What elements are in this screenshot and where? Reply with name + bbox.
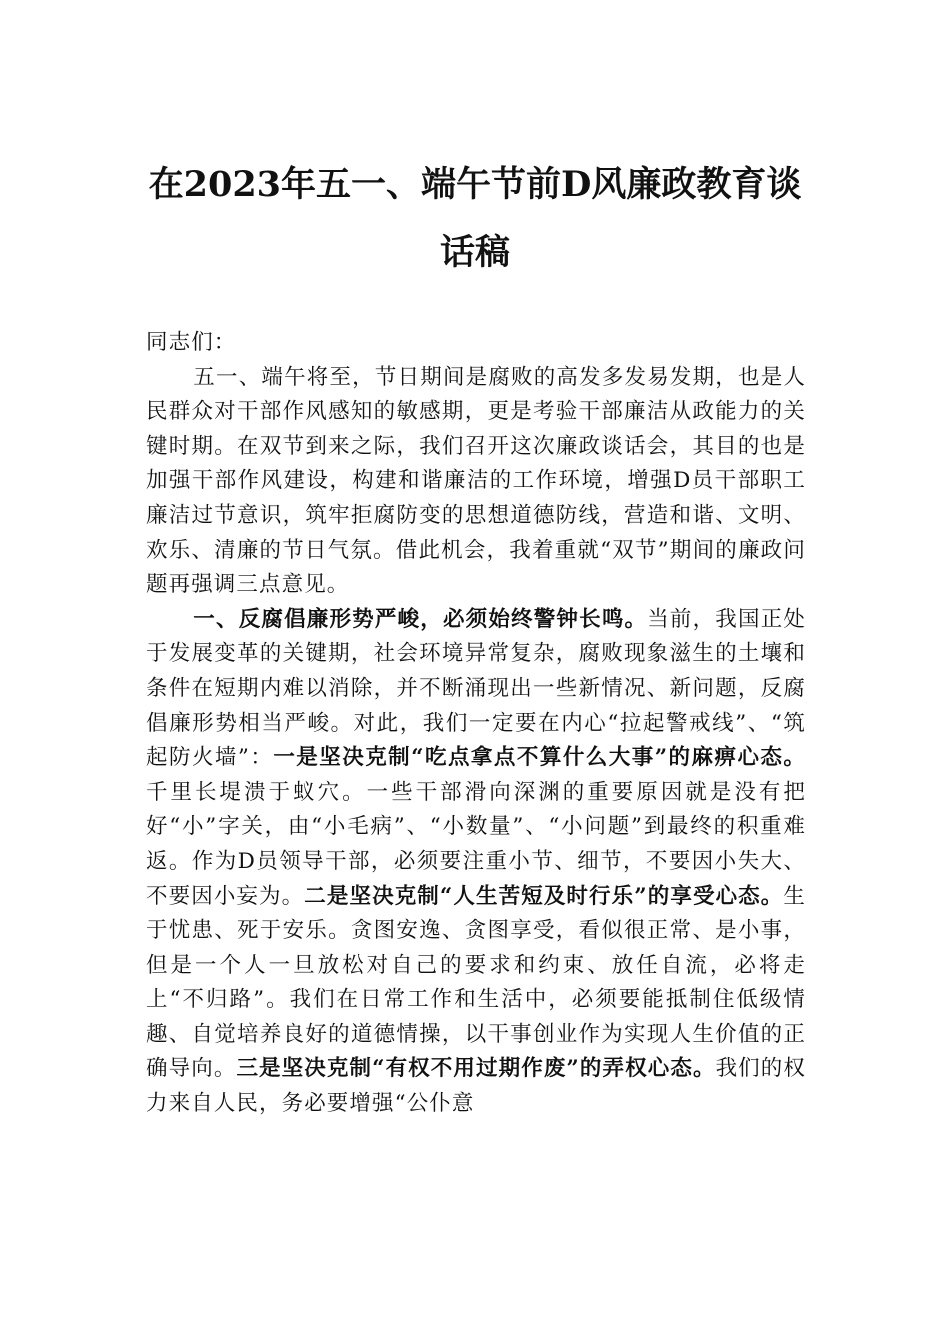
document-title-line1: 在2023年五一、端午节前D风廉政教育谈 [148,164,802,205]
paragraph-intro: 五一、端午将至，节日期间是腐败的高发多发易发期，也是人民群众对干部作风感知的敏感期，更是考验干部廉洁从政能力的关键时期。在双节到来之际，我们召开这次廉政谈话会，其目的也是加强干部作风建设，构建和谐廉洁的工作环境，增强D员干部职工廉洁过节意识，筑牢拒腐防变的思想道德防线，营造和谐、文明、欢乐、清廉的节日气氛。借此机会，我着重就“双节”期间的廉政问题再强调三点意见。 [146,364,806,598]
section-heading-one: 一、反腐倡廉形势严峻，必须始终警钟长鸣。 [193,606,648,632]
sub-point-two: 二是坚决克制“人生苦短及时行乐”的享受心态。 [304,883,784,909]
document-title-line2: 话稿 [439,232,510,273]
paragraph-text: 当前，我国正处于发展变革的关键期，社会环境异常复杂，腐败现象滋生的土壤和条件在短期内难以消除，并不断涌现出一些新情况、新问题，反腐倡廉形势相当严峻。对此，我们一定要在内心“拉起警戒线”、“筑起防火墙”： [146,606,806,771]
paragraph-text: 我们的权力来自人民，务必要增强“公仆意 [146,1056,806,1117]
sub-point-one: 一是坚决克制“吃点拿点不算什么大事”的麻痹心态。 [273,745,807,771]
sub-point-three: 三是坚决克制“有权不用过期作废”的弄权心态。 [236,1056,716,1082]
salutation: 同志们： [146,330,237,355]
paragraph-text: 千里长堤溃于蚁穴。一些干部滑向深渊的重要原因就是没有把好“小”字关，由“小毛病”、“小数量”、“小问题”到最终的积重难返。作为D员领导干部，必须要注重小节、细节，不要因小失大、不要因小妄为。 [146,779,806,909]
paragraph-text: 生于忧患、死于安乐。贪图安逸、贪图享受，看似很正常、是小事，但是一个人一旦放松对自己的要求和约束、放任自流，必将走上“不归路”。我们在日常工作和生活中，必须要能抵制住低级情趣、自觉培养良好的道德情操，以干事创业作为实现人生价值的正确导向。 [146,883,807,1082]
paragraph-point-one [146,603,806,1122]
document-body [146,326,806,1122]
